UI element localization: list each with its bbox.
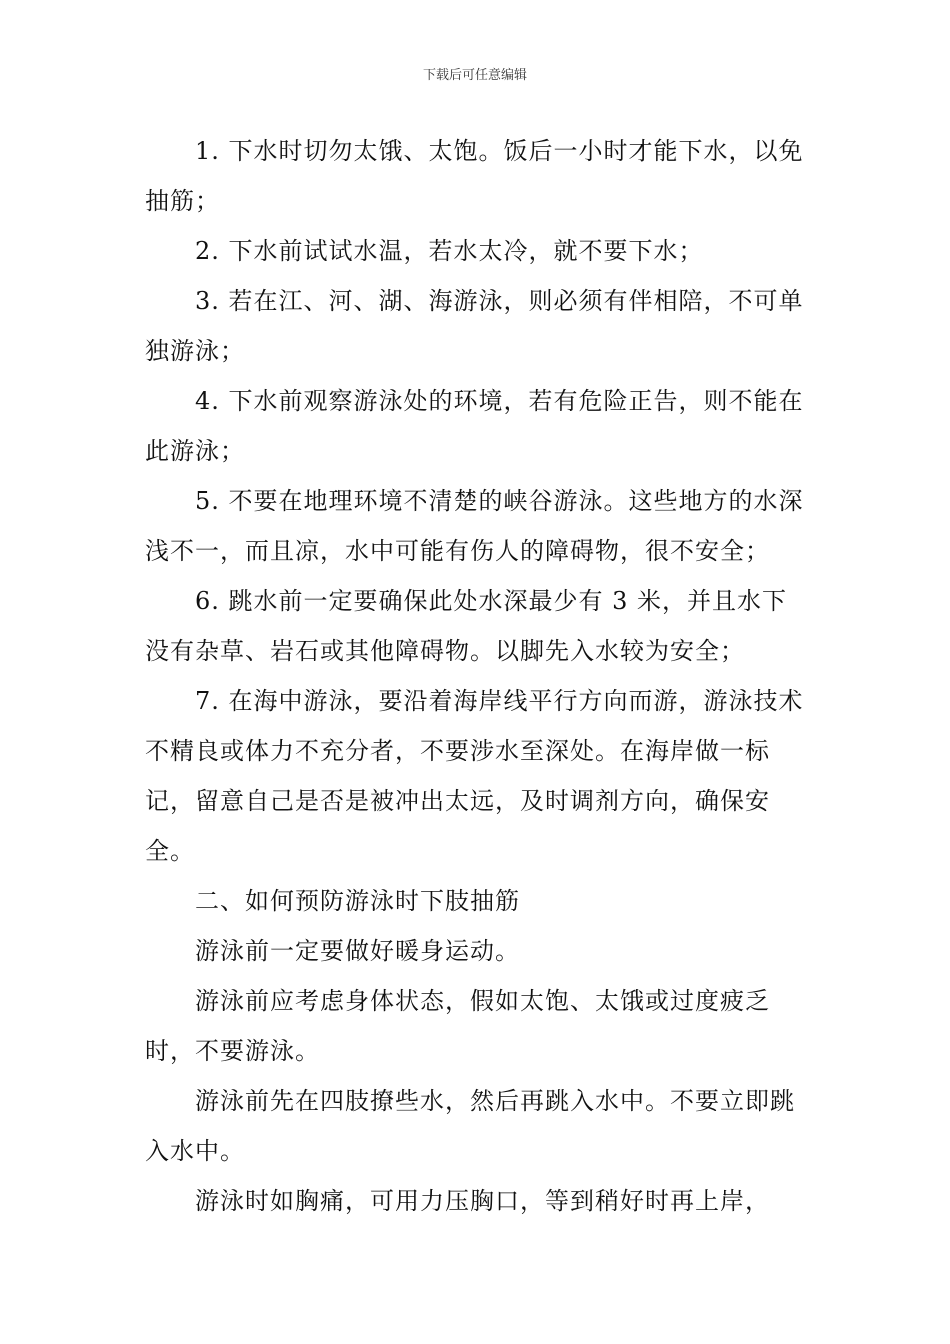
section-heading: 二、如何预防游泳时下肢抽筋 xyxy=(195,887,520,915)
paragraph: 3. 若在江、河、湖、海游泳，则必须有伴相陪，不可单独游泳； xyxy=(145,287,804,365)
paragraph: 2. 下水前试试水温，若水太冷，就不要下水； xyxy=(195,237,704,265)
paragraph: 1. 下水时切勿太饿、太饱。饭后一小时才能下水，以免抽筋； xyxy=(145,137,804,215)
paragraph: 游泳前一定要做好暖身运动。 xyxy=(195,937,520,965)
paragraph: 4. 下水前观察游泳处的环境，若有危险正告，则不能在此游泳； xyxy=(145,387,804,465)
paragraph: 5. 不要在地理环境不清楚的峡谷游泳。这些地方的水深浅不一，而且凉，水中可能有伤人的障碍物，很不安全； xyxy=(145,487,804,565)
paragraph: 游泳前应考虑身体状态，假如太饱、太饿或过度疲乏时，不要游泳。 xyxy=(145,987,770,1065)
page-header: 下载后可任意编辑 xyxy=(422,68,527,83)
paragraph: 6. 跳水前一定要确保此处水深最少有 3 米，并且水下没有杂草、岩石或其他障碍物。以脚先入水较为安全； xyxy=(145,587,788,665)
paragraph: 游泳时如胸痛，可用力压胸口，等到稍好时再上岸， xyxy=(195,1187,770,1215)
document-body xyxy=(145,126,807,1226)
paragraph: 7. 在海中游泳，要沿着海岸线平行方向而游，游泳技术不精良或体力不充分者，不要涉水至深处。在海岸做一标记，留意自己是否是被冲出太远，及时调剂方向，确保安全。 xyxy=(145,687,804,865)
paragraph: 游泳前先在四肢撩些水，然后再跳入水中。不要立即跳入水中。 xyxy=(145,1087,795,1165)
